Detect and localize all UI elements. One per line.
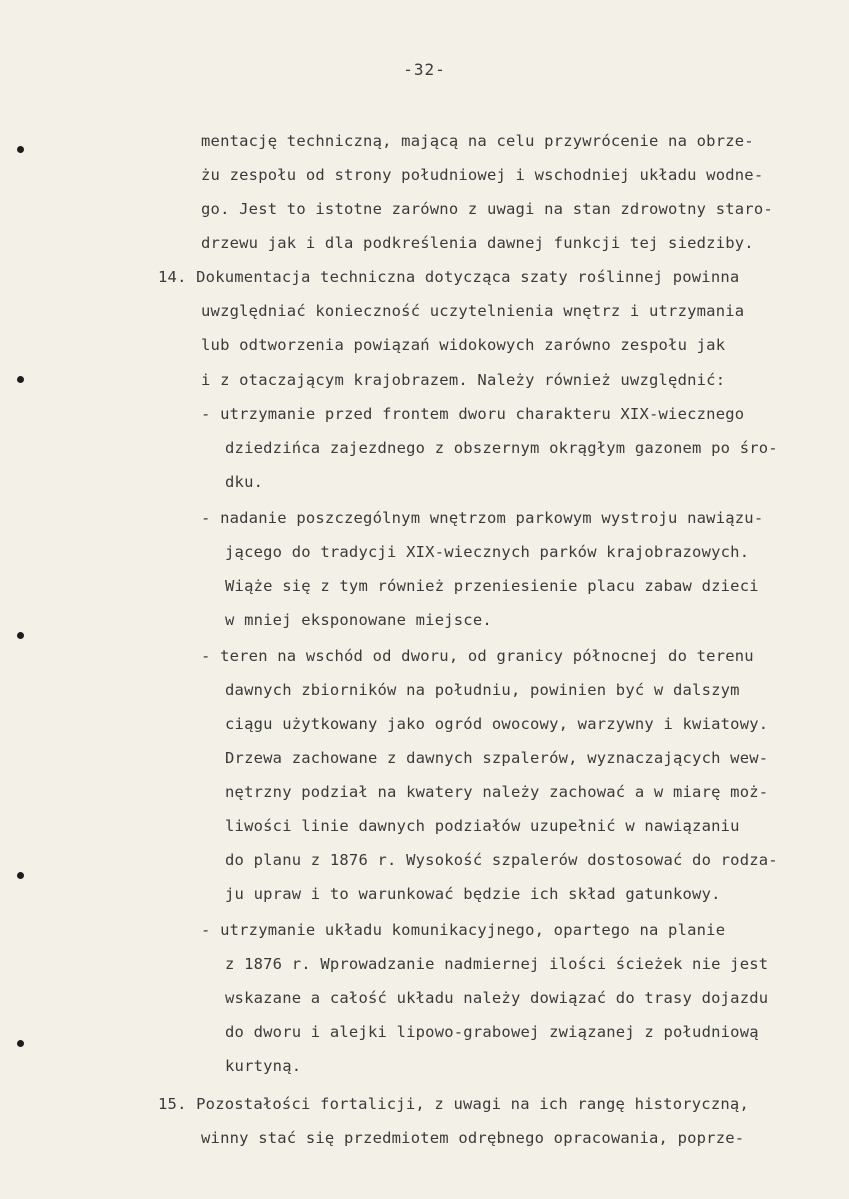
punch-hole [17, 1040, 24, 1047]
text-line: z 1876 r. Wprowadzanie nadmiernej ilości ścieżek nie jest [225, 955, 769, 973]
text-line: do dworu i alejki lipowo-grabowej związanej z południową [225, 1023, 759, 1041]
text-line: go. Jest to istotne zarówno z uwagi na stan zdrowotny staro- [201, 200, 773, 218]
text-line: - utrzymanie przed frontem dworu charakteru XIX-wiecznego [201, 405, 745, 423]
punch-hole [17, 146, 24, 153]
text-line: mentację techniczną, mającą na celu przywrócenie na obrze- [201, 132, 754, 150]
text-line: 15. Pozostałości fortalicji, z uwagi na ich rangę historyczną, [158, 1095, 749, 1113]
text-line: 14. Dokumentacja techniczna dotycząca szaty roślinnej powinna [158, 268, 740, 286]
text-line: uwzględniać konieczność uczytelnienia wnętrz i utrzymania [201, 302, 745, 320]
text-line: Wiąże się z tym również przeniesienie placu zabaw dzieci [225, 577, 759, 595]
text-line: wskazane a całość układu należy dowiązać do trasy dojazdu [225, 989, 769, 1007]
page-number: -32- [403, 60, 446, 79]
text-line: dku. [225, 473, 264, 491]
punch-hole [17, 376, 24, 383]
text-line: - teren na wschód od dworu, od granicy północnej do terenu [201, 647, 754, 665]
punch-hole [17, 872, 24, 879]
text-line: drzewu jak i dla podkreślenia dawnej funkcji tej siedziby. [201, 234, 754, 252]
text-line: kurtyną. [225, 1057, 302, 1075]
text-line: winny stać się przedmiotem odrębnego opracowania, poprze- [201, 1129, 745, 1147]
punch-hole [17, 632, 24, 639]
text-line: w mniej eksponowane miejsce. [225, 611, 492, 629]
text-line: nętrzny podział na kwatery należy zachować a w miarę moż- [225, 783, 769, 801]
text-line: dziedzińca zajezdnego z obszernym okrągłym gazonem po śro- [225, 439, 778, 457]
text-line: - utrzymanie układu komunikacyjnego, opartego na planie [201, 921, 726, 939]
text-line: żu zespołu od strony południowej i wschodniej układu wodne- [201, 166, 764, 184]
text-line: lub odtworzenia powiązań widokowych zarówno zespołu jak [201, 336, 726, 354]
text-line: dawnych zbiorników na południu, powinien być w dalszym [225, 681, 740, 699]
text-line: - nadanie poszczególnym wnętrzom parkowym wystroju nawiązu- [201, 509, 764, 527]
text-line: i z otaczającym krajobrazem. Należy również uwzględnić: [201, 371, 726, 389]
text-line: Drzewa zachowane z dawnych szpalerów, wyznaczających wew- [225, 749, 769, 767]
text-line: ju upraw i to warunkować będzie ich skład gatunkowy. [225, 885, 721, 903]
text-line: liwości linie dawnych podziałów uzupełnić w nawiązaniu [225, 817, 740, 835]
text-line: jącego do tradycji XIX-wiecznych parków krajobrazowych. [225, 543, 750, 561]
text-line: do planu z 1876 r. Wysokość szpalerów dostosować do rodza- [225, 851, 778, 869]
text-line: ciągu użytkowany jako ogród owocowy, warzywny i kwiatowy. [225, 715, 769, 733]
